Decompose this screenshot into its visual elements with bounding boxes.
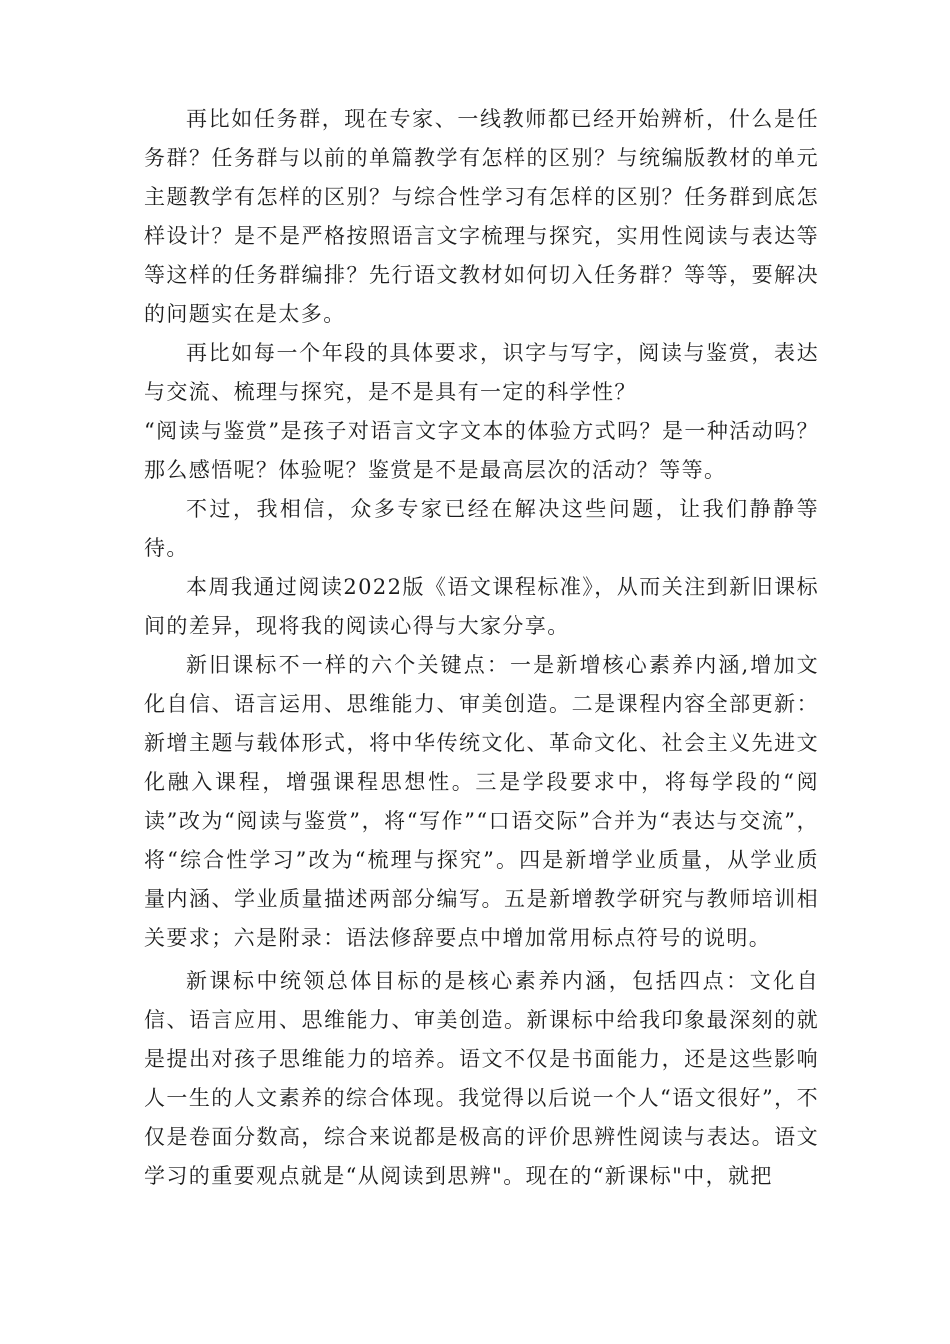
paragraph-weekly-reading: 本周我通过阅读2022版《语文课程标准》，从而关注到新旧课标间的差异，现将我的阅读心得与大家分享。 bbox=[144, 575, 819, 638]
paragraph-grade-requirements: 再比如每一个年段的具体要求，识字与写字，阅读与鉴赏，表达与交流、梳理与探究，是不是具有一定的科学性？ bbox=[144, 341, 819, 404]
paragraph-reading-appreciation: “阅读与鉴赏”是孩子对语言文字文本的体验方式吗？是一种活动吗？那么感悟呢？体验呢？鉴赏是不是最高层次的活动？等等。 bbox=[144, 419, 819, 482]
paragraph-six-key-points: 新旧课标不一样的六个关键点：一是新增核心素养内涵,增加文化自信、语言运用、思维能力、审美创造。二是课程内容全部更新：新增主题与载体形式，将中华传统文化、革命文化、社会主义先进文化融入课程，增强课程思想性。三是学段要求中，将每学段的“阅读”改为“阅读与鉴赏”，将“写作”“口语交际”合并为“表达与交流”，将“综合性学习”改为“梳理与探究”。四是新增学业质量，从学业质量内涵、学业质量描述两部分编写。五是新增教学研究与教师培训相关要求；六是附录：语法修辞要点中增加常用标点符号的说明。 bbox=[144, 653, 819, 950]
paragraph-experts: 不过，我相信，众多专家已经在解决这些问题，让我们静静等待。 bbox=[144, 497, 819, 560]
paragraph-task-groups: 再比如任务群，现在专家、一线教师都已经开始辨析，什么是任务群？任务群与以前的单篇教学有怎样的区别？与统编版教材的单元主题教学有怎样的区别？与综合性学习有怎样的区别？任务群到底怎样设计？是不是严格按照语言文字梳理与探究，实用性阅读与表达等等这样的任务群编排？先行语文教材如何切入任务群？等等，要解决的问题实在是太多。 bbox=[144, 107, 819, 326]
paragraph-core-literacy: 新课标中统领总体目标的是核心素养内涵，包括四点：文化自信、语言应用、思维能力、审美创造。新课标中给我印象最深刻的就是提出对孩子思维能力的培养。语文不仅是书面能力，还是这些影响人一生的人文素养的综合体现。我觉得以后说一个人“语文很好”，不仅是卷面分数高，综合来说都是极高的评价思辨性阅读与表达。语文学习的重要观点就是“从阅读到思辨"。现在的“新课标"中，就把 bbox=[144, 969, 819, 1188]
document-body bbox=[144, 100, 819, 1196]
